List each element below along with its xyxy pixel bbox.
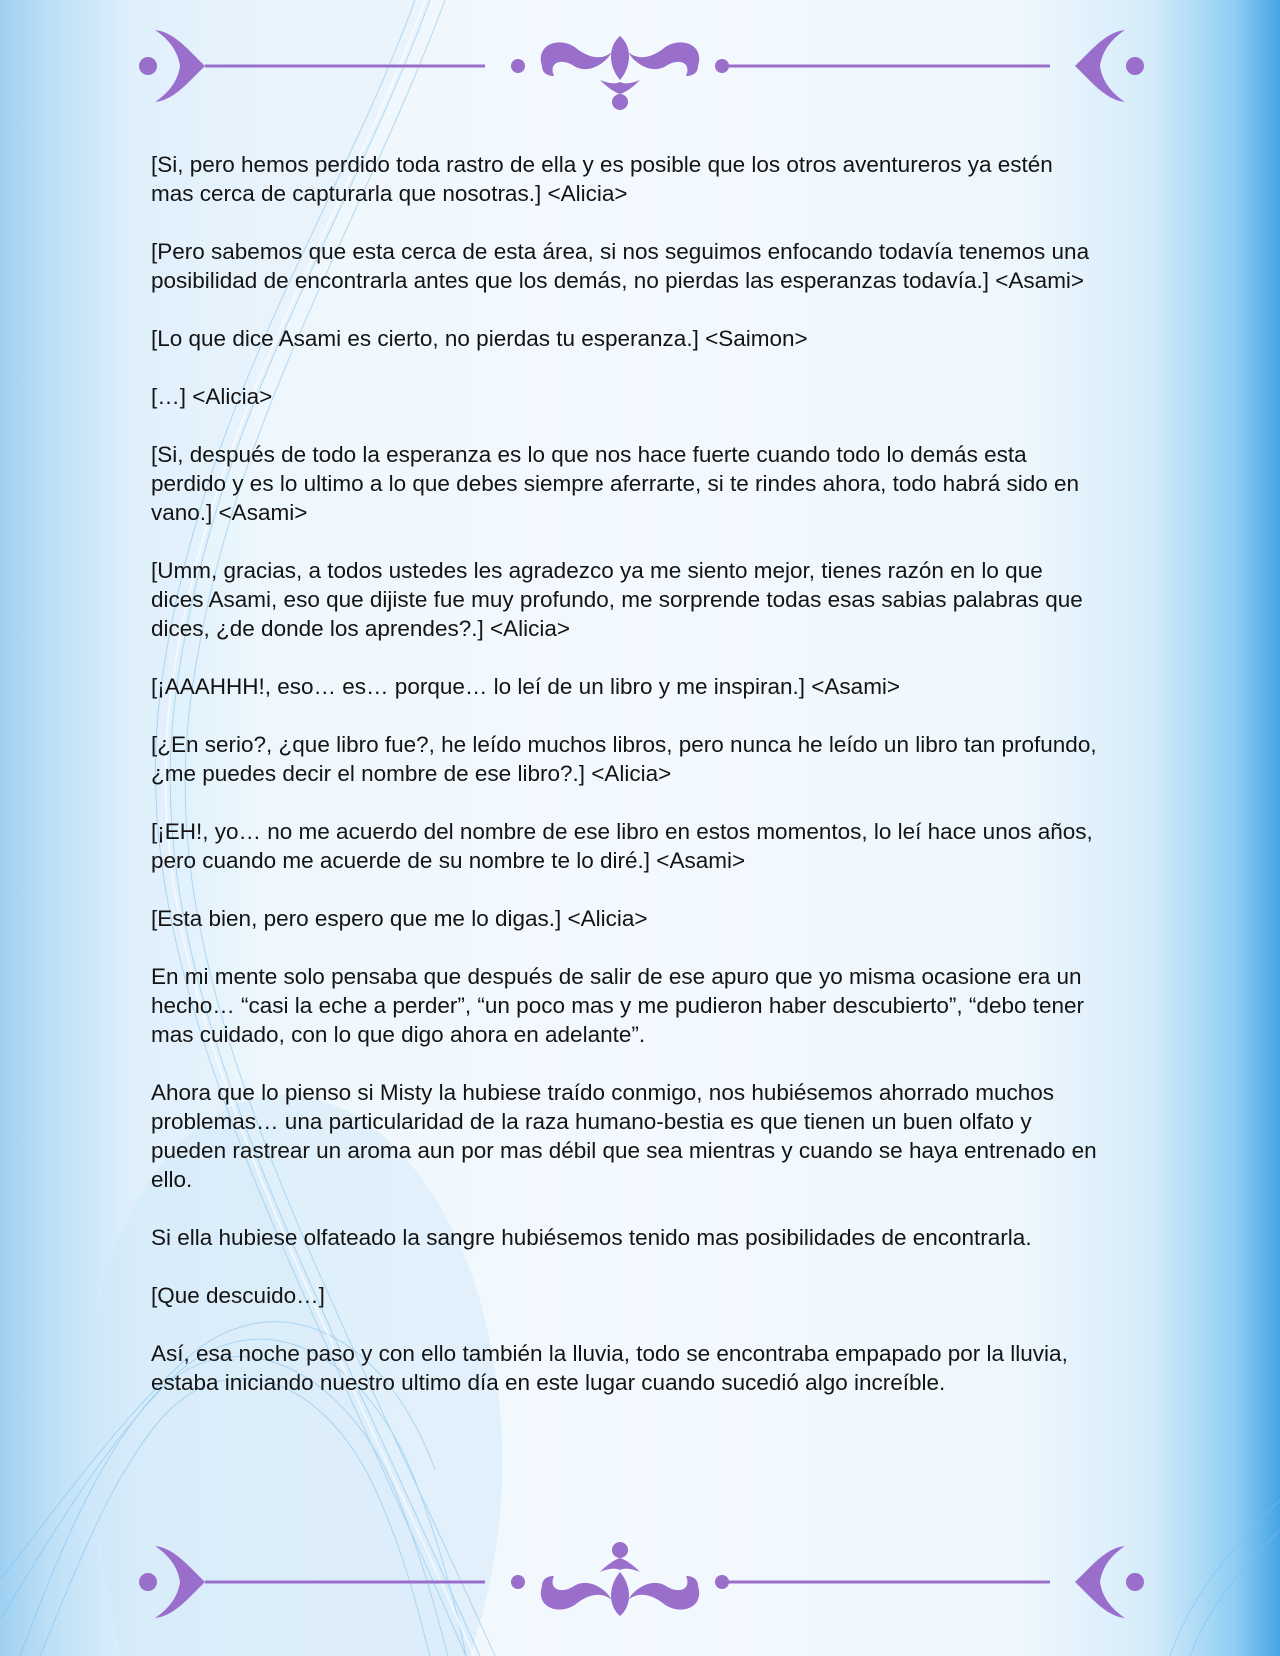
flourish-ornament-icon — [130, 1530, 1150, 1630]
paragraph: [¡EH!, yo… no me acuerdo del nombre de ese libro en estos momentos, lo leí hace unos años, pero cuando me acuerde de su nombre te lo diré.] <Asami> — [151, 819, 1093, 873]
paragraph: [Umm, gracias, a todos ustedes les agradezco ya me siento mejor, tienes razón en lo que dices Asami, eso que dijiste fue muy profundo, me sorprende todas esas sabias palabras que dices, ¿de donde los aprendes?.] <Alicia> — [151, 558, 1083, 641]
paragraph: […] <Alicia> — [151, 384, 273, 409]
paragraph: [Que descuido…] — [151, 1283, 325, 1308]
paragraph: [Si, pero hemos perdido toda rastro de ella y es posible que los otros aventureros ya estén mas cerca de capturarla que nosotras.] <Alicia> — [151, 152, 1053, 206]
paragraph: [Pero sabemos que esta cerca de esta área, si nos seguimos enfocando todavía tenemos una posibilidad de encontrarla antes que los demás, no pierdas las esperanzas todavía.] <Asami> — [151, 239, 1090, 293]
paragraph: [Lo que dice Asami es cierto, no pierdas tu esperanza.] <Saimon> — [151, 326, 808, 351]
paragraph: [¡AAAHHH!, eso… es… porque… lo leí de un libro y me inspiran.] <Asami> — [151, 674, 901, 699]
paragraph: Ahora que lo pienso si Misty la hubiese traído conmigo, nos hubiésemos ahorrado muchos problemas… una particularidad de la raza humano-bestia es que tienen un buen olfato y pueden rastrear un aroma aun por mas débil que sea mientras y cuando se haya entrenado en ello. — [151, 1080, 1097, 1192]
paragraph: En mi mente solo pensaba que después de salir de ese apuro que yo misma ocasione era un hecho… “casi la eche a perder”, “un poco mas y me pudieron haber descubierto”, “debo tener mas cuidado, con lo que digo ahora en adelante”. — [151, 964, 1085, 1047]
paragraph: Si ella hubiese olfateado la sangre hubiésemos tenido mas posibilidades de encontrarla. — [151, 1225, 1032, 1250]
paragraph: [Si, después de todo la esperanza es lo que nos hace fuerte cuando todo lo demás esta perdido y es lo ultimo a lo que debes siempre aferrarte, si te rindes ahora, todo habrá sido en vano.] <Asami> — [151, 442, 1080, 525]
paragraph: [Esta bien, pero espero que me lo digas.] <Alicia> — [151, 906, 648, 931]
flourish-ornament-icon — [130, 22, 1150, 122]
document-body — [151, 150, 1101, 1426]
paragraph: Así, esa noche paso y con ello también la lluvia, todo se encontraba empapado por la lluvia, estaba iniciando nuestro ultimo día en este lugar cuando sucedió algo increíble. — [151, 1341, 1068, 1395]
paragraph: [¿En serio?, ¿que libro fue?, he leído muchos libros, pero nunca he leído un libro tan profundo, ¿me puedes decir el nombre de ese libro?.] <Alicia> — [151, 732, 1097, 786]
